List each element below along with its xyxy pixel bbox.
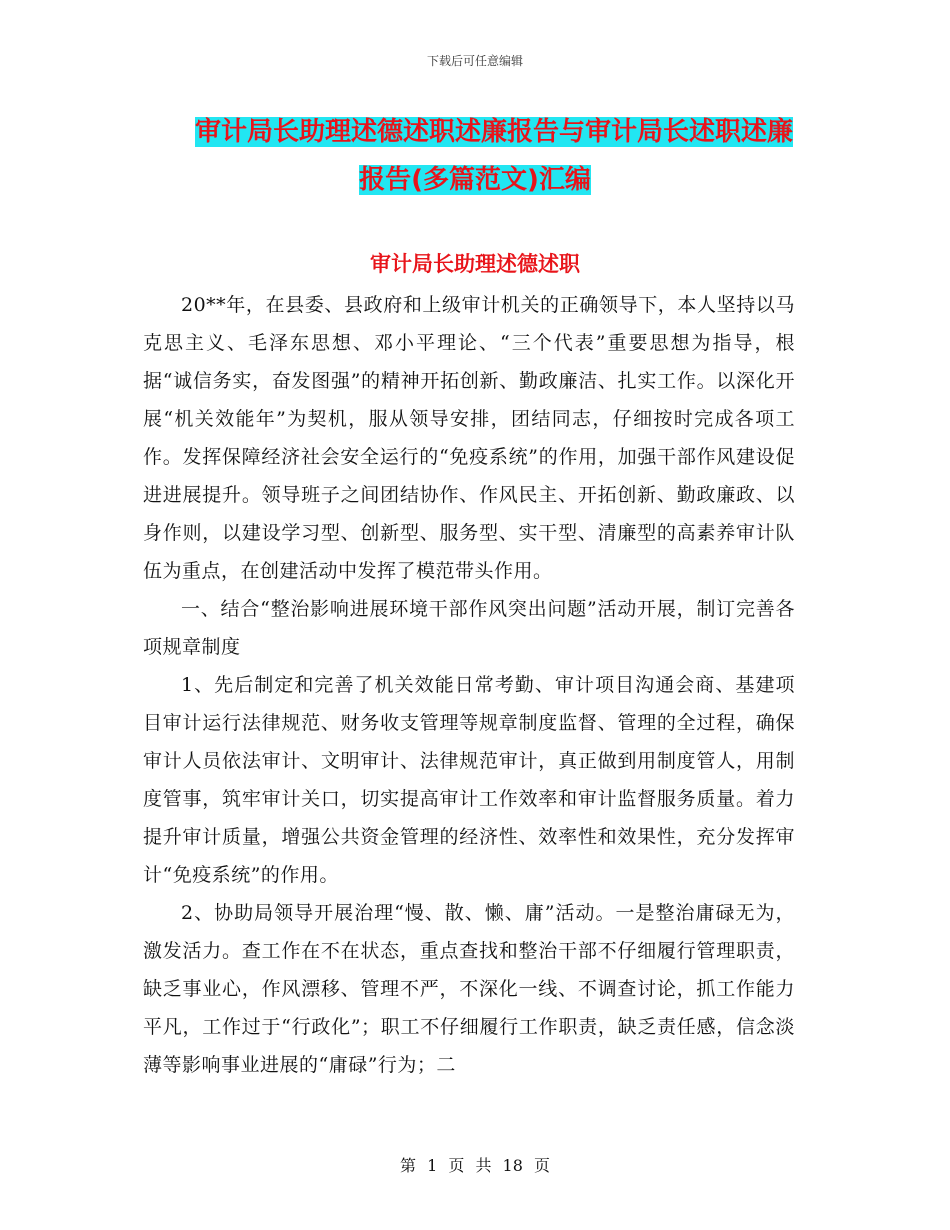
paragraph-item-1: 1、先后制定和完善了机关效能日常考勤、审计项目沟通会商、基建项目审计运行法律规范、财务收支管理等规章制度监督、管理的全过程，确保审计人员依法审计、文明审计、法律规范审计，真正做到用制度管人，用制度管事，筑牢审计关口，切实提高审计工作效率和审计监督服务质量。着力提升审计质量，增强公共资金管理的经济性、效率性和效果性，充分发挥审计“免疫系统”的作用。 xyxy=(143,674,795,886)
page-footer: 第 1 页 共 18 页 xyxy=(400,1156,550,1175)
paragraph-heading-1: 一、结合“整治影响进展环境干部作风突出问题”活动开展，制订完善各项规章制度 xyxy=(143,598,795,658)
title-line-2-text: 报告(多篇范文)汇编 xyxy=(359,165,591,195)
paragraph-item-2: 2、协助局领导开展治理“慢、散、懒、庸”活动。一是整治庸碌无为，激发活力。查工作在不在状态，重点查找和整治干部不仔细履行管理职责，缺乏事业心，作风漂移、管理不严，不深化一线、不调查讨论，抓工作能力平凡，工作过于“行政化”；职工不仔细履行工作职责，缺乏责任感，信念淡薄等影响事业进展的“庸碌”行为；二 xyxy=(143,902,795,1076)
title-line-1 xyxy=(140,108,810,156)
header-note: 下载后可任意编辑 xyxy=(426,54,523,68)
paragraph-intro: 20**年，在县委、县政府和上级审计机关的正确领导下，本人坚持以马克思主义、毛泽东思想、邓小平理论、“三个代表”重要思想为指导，根据“诚信务实，奋发图强”的精神开拓创新、勤政廉洁、扎实工作。以深化开展“机关效能年”为契机，服从领导安排，团结同志，仔细按时完成各项工作。发挥保障经济社会安全运行的“免疫系统”的作用，加强干部作风建设促进进展提升。领导班子之间团结协作、作风民主、开拓创新、勤政廉政、以身作则，以建设学习型、创新型、服务型、实干型、清廉型的高素养审计队伍为重点，在创建活动中发挥了模范带头作用。 xyxy=(143,294,795,582)
section-title: 审计局长助理述德述职 xyxy=(370,252,580,276)
document-title xyxy=(140,108,810,204)
title-line-1-text: 审计局长助理述德述职述廉报告与审计局长述职述廉 xyxy=(195,117,794,147)
document-body xyxy=(143,286,795,1084)
title-line-2 xyxy=(140,156,810,204)
